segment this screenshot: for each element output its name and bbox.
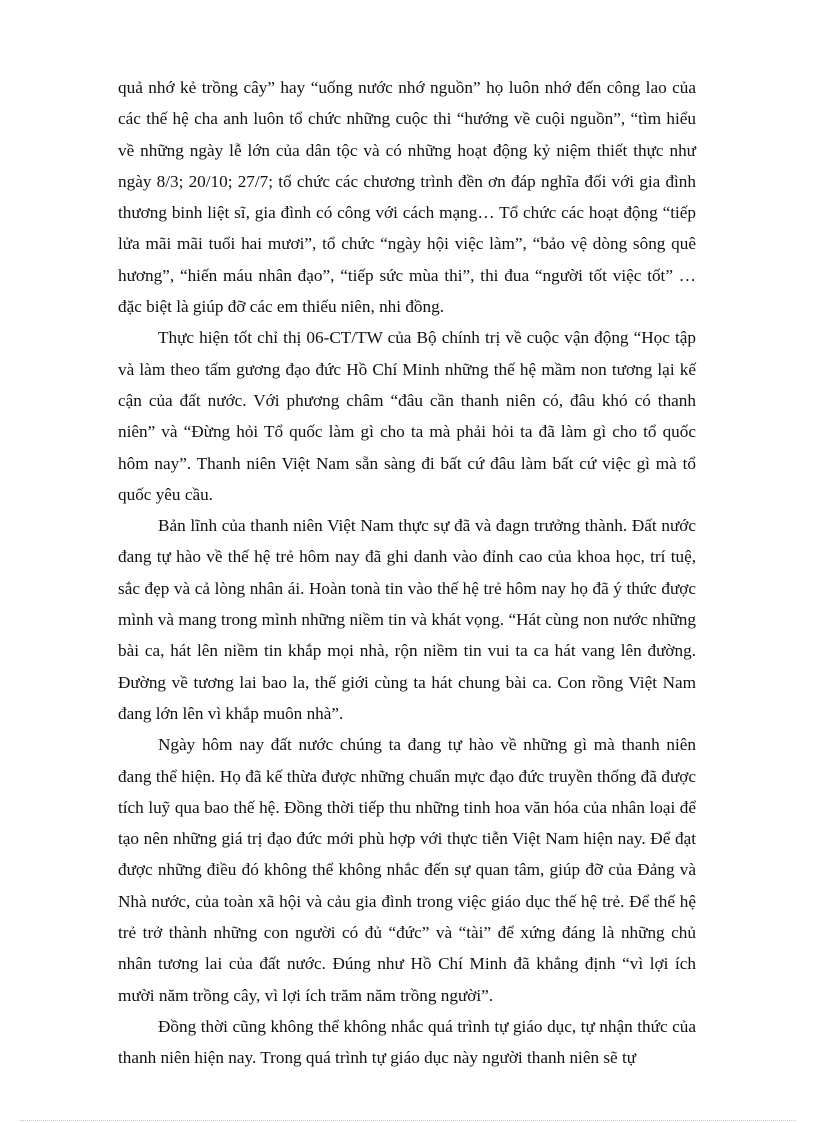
paragraph-2: Thực hiện tốt chỉ thị 06-CT/TW của Bộ chính trị về cuộc vận động “Học tập và làm theo tấm gương đạo đức Hồ Chí Minh những thế hệ mầm non tương lại kế cận của đất nước. Với phương châm “đâu cần thanh niên có, đâu khó có thanh niên” và “Đừng hỏi Tổ quốc làm gì cho ta mà phải hỏi ta đã làm gì cho tổ quốc hôm nay”. Thanh niên Việt Nam sẵn sàng đi bất cứ đâu làm bất cứ việc gì mà tổ quốc yêu cầu.	[118, 328, 696, 504]
document-page	[118, 72, 696, 1074]
paragraph-5: Đồng thời cũng không thể không nhắc quá trình tự giáo dục, tự nhận thức của thanh niên hiện nay. Trong quá trình tự giáo dục này người thanh niên sẽ tự	[118, 1016, 696, 1068]
page-bottom-divider	[20, 1120, 796, 1121]
paragraph-4: Ngày hôm nay đất nước chúng ta đang tự hào về những gì mà thanh niên đang thể hiện. Họ đã kế thừa được những chuẩn mực đạo đức truyền thống đã được tích luỹ qua bao thế hệ. Đồng thời tiếp thu những tinh hoa văn hóa của nhân loại để tạo nên những giá trị đạo đức mới phù hợp với thực tiễn Việt Nam hiện nay. Để đạt được những điều đó không thể không nhắc đến sự quan tâm, giúp đỡ của Đảng và Nhà nước, của toàn xã hội và cảu gia đình trong việc giáo dục thế hệ trẻ. Để thế hệ trẻ trở thành những con người có đủ “đức” và “tài” để xứng đáng là những chủ nhân tương lai của đất nước. Đúng như Hồ Chí Minh đã khẳng định “vì lợi ích mười năm trồng cây, vì lợi ích trăm năm trồng người”.	[118, 735, 696, 1005]
paragraph-3: Bản lĩnh của thanh niên Việt Nam thực sự đã và đagn trưởng thành. Đất nước đang tự hào về thế hệ trẻ hôm nay đã ghi danh vào đỉnh cao của khoa học, trí tuệ, sắc đẹp và cả lòng nhân ái. Hoàn tonà tin vào thế hệ trẻ hôm nay họ đã ý thức được mình và mang trong mình những niềm tin và khát vọng. “Hát cùng non nước những bài ca, hát lên niềm tin khắp mọi nhà, rộn niềm tin vui ta ca hát vang lên đường. Đường về tương lai bao la, thế giới cùng ta hát chung bài ca. Con rồng Việt Nam đang lớn lên vì khắp muôn nhà”.	[118, 516, 696, 723]
paragraph-1: quả nhớ kẻ trồng cây” hay “uống nước nhớ nguồn” họ luôn nhớ đến công lao của các thế hệ cha anh luôn tổ chức những cuộc thi “hướng về cuội nguồn”, “tìm hiểu về những ngày lễ lớn của dân tộc và có những hoạt động kỷ niệm thiết thực như ngày 8/3; 20/10; 27/7; tổ chức các chương trình đền ơn đáp nghĩa đối với gia đình thương binh liệt sĩ, gia đình có công với cách mạng… Tổ chức các hoạt động “tiếp lửa mãi mãi tuổi hai mươi”, tổ chức “ngày hội việc làm”, “bảo vệ dòng sông quê hương”, “hiến máu nhân đạo”, “tiếp sức mùa thi”, thi đua “người tốt việc tốt” … đặc biệt là giúp đỡ các em thiếu niên, nhi đồng.	[118, 78, 696, 317]
